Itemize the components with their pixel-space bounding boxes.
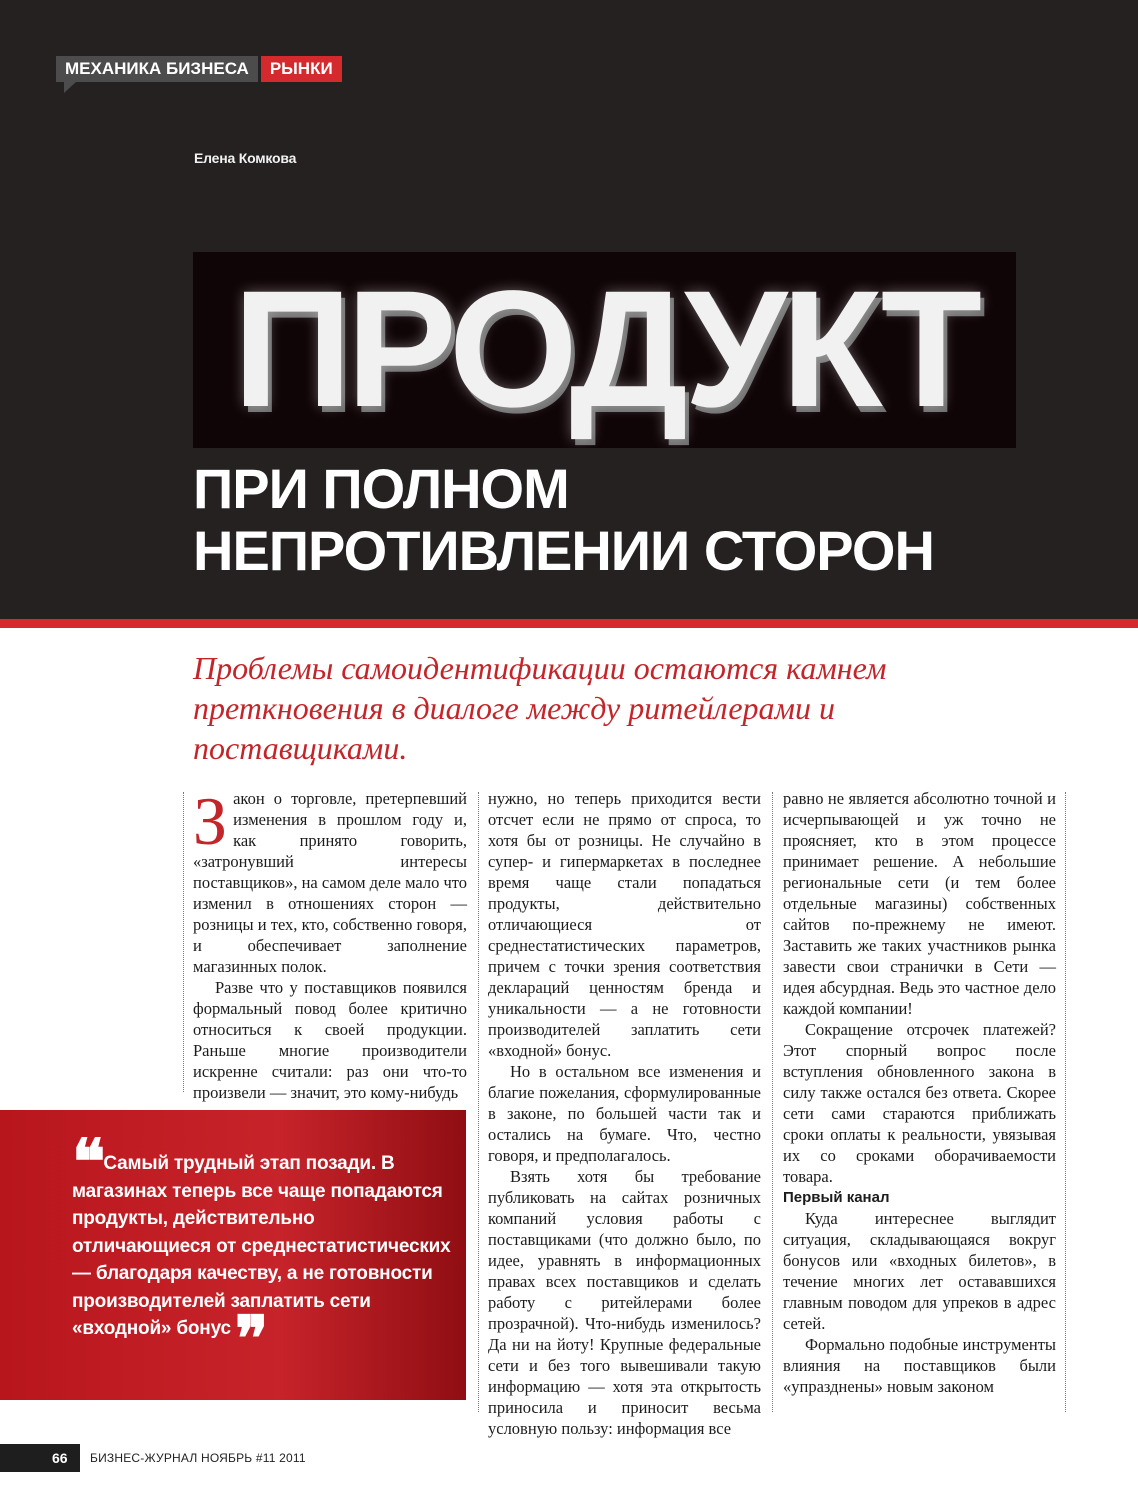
column-rule-2 <box>772 792 773 1412</box>
paragraph: нужно, но теперь приходится вести отсчет если не прямо от спроса, то хотя бы от розницы. Не случайно в супер- и гипермаркетах в последнее время чаще стали попадаться продукты, действительно отличающиеся от среднестатистических параметров, причем с точки зрения соответствия деклараций ценностям бренда и уникальности — а не готовности производителей заплатить сети «входной» бонус. <box>488 789 761 1060</box>
paragraph: Но в остальном все изменения и благие пожелания, сформулированные в законе, по большей части так и остались на бумаге. Что, честно говоря, и предполагалось. <box>488 1062 761 1165</box>
lead-paragraph: Проблемы самоидентификации остаются камнем преткновения в диалоге между ритейлерами и поставщиками. <box>193 650 887 766</box>
paragraph: Сокращение отсрочек платежей? Этот спорный вопрос после вступления обновленного закона в силу также остался без ответа. Скорее сети сами стараются приближать сроки оплаты к реальности, увязывая их со сроками оборачиваемости товара. <box>783 1020 1056 1186</box>
tag-notch <box>64 82 76 93</box>
article-title: ПРОДУКТ <box>232 257 977 442</box>
paragraph: равно не является абсолютно точной и исчерпывающей и уж точно не проясняет, кто в этом процессе принимает решение. А небольшие региональные сети (и тем более отдельные магазины) собственных сайтов по-прежнему не имеют. Заставить же таких участников рынка завести свои странички в Сети — идея абсурдная. Ведь это частное дело каждой компании! <box>783 789 1056 1018</box>
article-column-3 <box>783 788 1056 1397</box>
paragraph: Разве что у поставщиков появился формальный повод более критично относиться к своей продукции. Раньше многие производители искренне считали: раз они что-то произвели — значит, это кому-нибудь <box>193 978 467 1102</box>
subtitle-line-1: ПРИ ПОЛНОМ <box>193 457 569 520</box>
column-rule-1 <box>478 792 479 1412</box>
paragraph <box>193 783 468 977</box>
drop-cap: З <box>193 783 228 859</box>
section-subheading: Первый канал <box>783 1189 890 1206</box>
article-column-2 <box>488 788 761 1439</box>
header-divider <box>0 619 1138 628</box>
title-box <box>193 252 1016 448</box>
page-number: 66 <box>52 1450 68 1466</box>
section-label: МЕХАНИКА БИЗНЕСА <box>56 56 258 82</box>
subtitle-line-2: НЕПРОТИВЛЕНИИ СТОРОН <box>193 519 934 582</box>
open-quote-icon: ❝ <box>72 1125 100 1198</box>
pull-quote <box>72 1125 452 1375</box>
article-subtitle <box>193 458 1073 582</box>
paragraph-text: акон о торговле, претерпевший изменения в прошлом году и, как принято говорить, «затронувший интересы поставщиков», на самом деле мало что изменил в отношениях сторон — розницы и тех, кто, собственно говоря, и обеспечивает заполнение магазинных полок. <box>193 789 468 976</box>
pull-quote-text: Самый трудный этап позади. В магазинах теперь все чаще попадаются продукты, действительно отличающиеся от среднестатистических — благодаря качеству, а не готовности производителей заплатить сети «входной» бонус <box>72 1153 451 1339</box>
paragraph: Куда интереснее выглядит ситуация, складывающаяся вокруг бонусов или «входных билетов», в течение многих лет остававшихся главным поводом для упреков в адрес сетей. <box>783 1209 1056 1333</box>
page-number-tab <box>0 1444 80 1472</box>
paragraph: Взять хотя бы требование публиковать на сайтах розничных компаний условия работы с поставщиками (что должно было, по идее, уравнять в информационных правах всех поставщиков и сделать работу с ритейлерами более прозрачной). Что-нибудь изменилось? Да ни на йоту! Крупные федеральные сети и без того вывешивали такую информацию — хотя эта открытость приносила и приносит весьма условную пользу: информация все <box>488 1167 761 1438</box>
section-tag <box>56 56 342 82</box>
publication-info: БИЗНЕС-ЖУРНАЛ НОЯБРЬ #11 2011 <box>90 1451 306 1465</box>
close-quote-icon: ❞ <box>234 1302 263 1375</box>
column-rule-left <box>183 792 184 1092</box>
column-rule-right <box>1065 792 1066 1412</box>
paragraph: Формально подобные инструменты влияния на поставщиков были «упразднены» новым законом <box>783 1335 1056 1396</box>
article-column-1 <box>193 783 468 1103</box>
author: Елена Комкова <box>194 150 297 166</box>
subsection-label: РЫНКИ <box>261 56 342 82</box>
